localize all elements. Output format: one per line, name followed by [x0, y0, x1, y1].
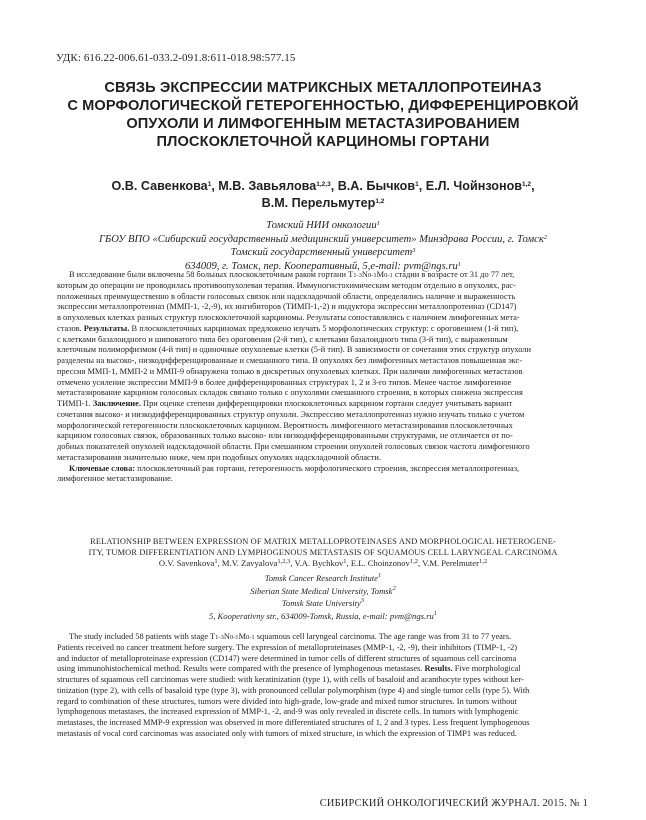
abstract-line: metastasis of vocal cord carcinomas was associated only with tumors of mixed structure, in which the expression of TIMP1 was reduced. — [57, 728, 517, 738]
subscript: 0-1 — [229, 634, 239, 641]
title-en — [40, 536, 606, 558]
title-en-line: RELATIONSHIP BETWEEN EXPRESSION OF MATRIX METALLOPROTEINASES AND MORPHOLOGICAL HETEROGENE- — [90, 537, 556, 546]
author-name: О.В. Савенкова — [111, 179, 208, 193]
affiliation-sup: 1 — [433, 609, 438, 617]
author-sup: 1 — [415, 181, 419, 188]
affiliation-text: Tomsk State University — [281, 598, 361, 609]
author-name: , V.A. Bychkov — [290, 558, 344, 568]
abstract-line — [57, 324, 585, 335]
authors-ru — [30, 178, 616, 212]
abstract-en — [57, 632, 585, 740]
abstract-line: tinization (type 2), with cells of basaloid type (type 3), with pronounced cellular polymorphism (type 4) and single tumor cells (type 5). With — [57, 685, 530, 695]
author-sup: 1,2 — [478, 558, 488, 565]
abstract-line: отмечено усиление экспрессии ММП-9 в более дифференцированных структурах 1, 2 и 3-го типов. Менее частое лимфогенное — [57, 377, 512, 387]
author-name: , В.А. Бычков — [330, 179, 416, 193]
author-name: , М.В. Завьялова — [211, 179, 317, 193]
abstract-line: карцином голосовых связок, образованных только высоко- или низкодифференцированными структурами, не отличается от по- — [57, 431, 513, 441]
author-name: O.V. Savenkova — [158, 558, 215, 568]
affiliation-line — [40, 597, 606, 610]
affiliation-line — [40, 572, 606, 585]
author-name: , Е.Л. Чойнзонов — [418, 179, 523, 193]
affiliation-text: 634009, г. Томск, пер. Кооперативный, 5,e-mail: pvm@ngs.ru — [184, 260, 458, 272]
author-sup: 1,2,3 — [316, 181, 331, 188]
text-run: using immunohistochemical method. Results were compared with the presence of lymphogenous metastases. — [57, 664, 425, 674]
subscript: 0-1 — [384, 272, 393, 279]
abstract-line: regard to combination of these structures, tumors were divided into high-grade, low-grade and mixed tumor structures. In tumors without — [57, 696, 517, 706]
author-sup: 1 — [214, 558, 218, 565]
abstract-line: клеточным полиморфизмом (4-й тип) и одиночные опухолевые клетки (5-й тип). В зависимости от сочетания этих структур опухоли — [57, 345, 531, 355]
keywords-line: лимфогенное метастазирование. — [57, 474, 173, 484]
affiliation-sup: 1 — [457, 260, 462, 268]
section-label: Results. — [424, 664, 453, 674]
author-sup: 1 — [207, 181, 212, 188]
abstract-line: с клетками базалоидного и шиповатого типа без ороговения (2-й тип), с клетками базалоидного типа (3-й тип), с выраженным — [57, 334, 508, 344]
authors-en — [40, 558, 606, 569]
affiliation-sup: 2 — [543, 233, 548, 241]
abstract-line: прессия ММП-1, ММП-2 и ММП-9 обнаружена только в дискретных опухолевых клетках. При наличии лимфогенных метастазов — [57, 366, 523, 376]
keywords-label: Ключевые слова: — [69, 463, 136, 473]
abstract-line: морфологической гетерогенности плоскоклеточных карцином. Вероятность лимфогенного метастазирования плоскоклеточных — [57, 420, 513, 430]
title-line: СВЯЗЬ ЭКСПРЕССИИ МАТРИКСНЫХ МЕТАЛЛОПРОТЕИНАЗ — [104, 80, 542, 96]
journal-footer: СИБИРСКИЙ ОНКОЛОГИЧЕСКИЙ ЖУРНАЛ. 2015. № 1 — [319, 798, 588, 809]
title-line: ОПУХОЛИ И ЛИМФОГЕННЫМ МЕТАСТАЗИРОВАНИЕМ — [126, 116, 520, 132]
subscript: 1-3 — [353, 272, 362, 279]
text-run: плоскоклеточный рак гортани, гетерогенность морфологического строения, экспрессия металлопротеиназ, — [135, 463, 520, 473]
author-sup: 1,2 — [409, 558, 418, 565]
affiliation-sup: 3 — [412, 247, 416, 255]
text-run: При оценке степени дифференцировки плоскоклеточных карцином гортани следует учитывать вариант — [140, 399, 513, 408]
text-run: ТИМП-1. — [57, 399, 93, 408]
title-line: С МОРФОЛОГИЧЕСКОЙ ГЕТЕРОГЕННОСТЬЮ, ДИФФЕРЕНЦИРОВКОЙ — [67, 98, 579, 114]
text-run: N — [223, 632, 230, 641]
author-name: В.М. Перельмутер — [261, 196, 376, 210]
title-en-line: ITY, TUMOR DIFFERENTIATION AND LYMPHOGENOUS METASTASIS OF SQUAMOUS CELL LARYNGEAL CARCINOMA — [88, 548, 558, 557]
article-title — [30, 79, 616, 151]
affiliation-text: Siberian State Medical University, Tomsk — [250, 585, 393, 596]
text-run: стадии в возрасте от 31 до 77 лет, — [392, 270, 515, 279]
abstract-line: в опухолевых клетках разных структур плоскоклеточной карциномы. Результаты сопоставлялись с наличием лимфогенных мета- — [57, 313, 520, 322]
author-name: , M.V. Zavyalova — [217, 558, 278, 568]
abstract-line — [57, 632, 585, 643]
title-line: ПЛОСКОКЛЕТОЧНОЙ КАРЦИНОМЫ ГОРТАНИ — [156, 134, 490, 150]
author-sup: 1,2 — [522, 181, 532, 188]
abstract-line: сочетания высоко- и низкодифференцированных структур опухоли. Экспрессию металлопротеиназ нужно изучать только с учетом — [57, 409, 525, 419]
abstract-line: metastases, the increased MMP-9 expression was observed in more differentiated structures of 1, 2 and 3 types. Less frequent lymphogenous — [57, 718, 530, 727]
affiliation-sup: 3 — [360, 597, 365, 605]
subscript: 0-1 — [367, 272, 377, 279]
abstract-line: Patients received no cancer treatment before surgery. The expression of metalloproteinases (MMP-1, -2, -9), their inhibitors (TIMP-1, -2) — [57, 642, 518, 652]
author-name: , E.L. Choinzonov — [346, 558, 410, 568]
affiliation-text: Томский государственный университет — [230, 247, 413, 259]
affiliation-line — [20, 219, 626, 233]
abstract-line: которым до операции не проводилась противоопухолевая терапия. Иммуногистохимическим методом отдельно в опухолях, рас- — [57, 280, 516, 290]
affiliations-ru — [20, 219, 626, 273]
abstract-line: разделены на высоко-, низкодифференцированные и смешанного типа. В опухолях без лимфогенных метастазов повышенная экс- — [57, 356, 523, 365]
text-run: M — [376, 270, 385, 279]
author-sup: 1,2,3 — [277, 558, 291, 565]
affiliation-sup: 2 — [392, 584, 396, 592]
abstract-ru — [57, 270, 585, 485]
abstract-line: метастазирования значительно ниже, чем при подобных опухолях надскладочной области. — [57, 452, 382, 462]
authors-line — [30, 195, 616, 212]
abstract-line — [57, 270, 585, 281]
affiliation-text: 5, Kooperativny str., 634009-Tomsk, Russia, e-mail: pvm@ngs.ru — [208, 610, 434, 621]
abstract-line: добных показателей опухолей надскладочной области. При смешанном строении опухолей голосовых связок частота лимфогенного — [57, 442, 530, 451]
affiliation-sup: 1 — [377, 572, 382, 579]
affiliation-text: ГБОУ ВПО «Сибирский государственный медицинский университет» Минздрава России, г. Томск — [98, 233, 544, 245]
affiliations-en — [40, 572, 606, 622]
text-run: The study included 58 patients with stage T — [69, 632, 216, 641]
text-run: N — [361, 270, 368, 279]
subscript: 1-3 — [215, 634, 224, 641]
text-run: В исследование были включены 58 больных плоскоклеточным раком гортани Т — [69, 270, 354, 279]
affiliation-sup: 1 — [376, 220, 380, 227]
abstract-line: structures of squamous cell carcinomas were studied: with keratinization (type 1), with cells of basaloid and acanthocyte types without ker- — [57, 675, 524, 684]
text-run: squamous cell laryngeal carcinoma. The age range was from 31 to 77 years. — [254, 632, 512, 641]
authors-line — [30, 178, 616, 195]
section-label: Заключение. — [92, 399, 141, 408]
affiliation-line — [20, 246, 626, 260]
subscript: 0-1 — [246, 634, 255, 641]
author-name: , V.M. Perelmuter — [417, 558, 479, 568]
author-sup: 1 — [343, 558, 347, 565]
affiliation-line — [40, 585, 606, 598]
text-run: Five morphological — [452, 664, 521, 674]
keywords-line — [57, 464, 585, 475]
affiliation-line — [20, 233, 626, 247]
abstract-line: положенных преимущественно в области голосовых связок или надскладочной области, определялись наличие и выраженность — [57, 291, 516, 301]
abstract-line — [57, 664, 585, 675]
affiliation-line — [40, 610, 606, 623]
udc-code: УДК: 616.22-006.61-033.2-091.8:611-018.98:577.15 — [56, 52, 296, 64]
author-sup: 1,2 — [375, 198, 385, 205]
abstract-line — [57, 399, 585, 410]
author-sep: , — [531, 179, 535, 193]
text-run: В плоскоклеточных карциномах предложено изучать 5 морфологических структур: с ороговением (1-й тип), — [129, 323, 519, 333]
abstract-line: экспрессии металлопротеиназ (ММП-1, -2,-9), их ингибиторов (ТИМП-1,-2) и индуктора экспрессии металлопротеиназ (CD147) — [57, 302, 517, 312]
section-label: Результаты. — [83, 323, 130, 333]
abstract-line: lymphogenous metastases, the increased expression of MMP-1, -2, and-9 was only revealed in discrete cells. In tumors with lymphogenic — [57, 707, 519, 717]
affiliation-text: Tomsk Cancer Research Institute — [264, 573, 378, 583]
affiliation-text: Томский НИИ онкологии — [266, 220, 377, 231]
abstract-line: and inductor of metalloproteinase expression (CD147) were determined in tumor cells of different structures of squamous cell carcinoma — [57, 653, 517, 663]
abstract-line: метастазирование карцином голосовых складок связано только с опухолями смешанного строения, в которых снижена экспрессия — [57, 388, 523, 398]
text-run: стазов. — [57, 323, 84, 333]
text-run: M — [238, 632, 247, 641]
